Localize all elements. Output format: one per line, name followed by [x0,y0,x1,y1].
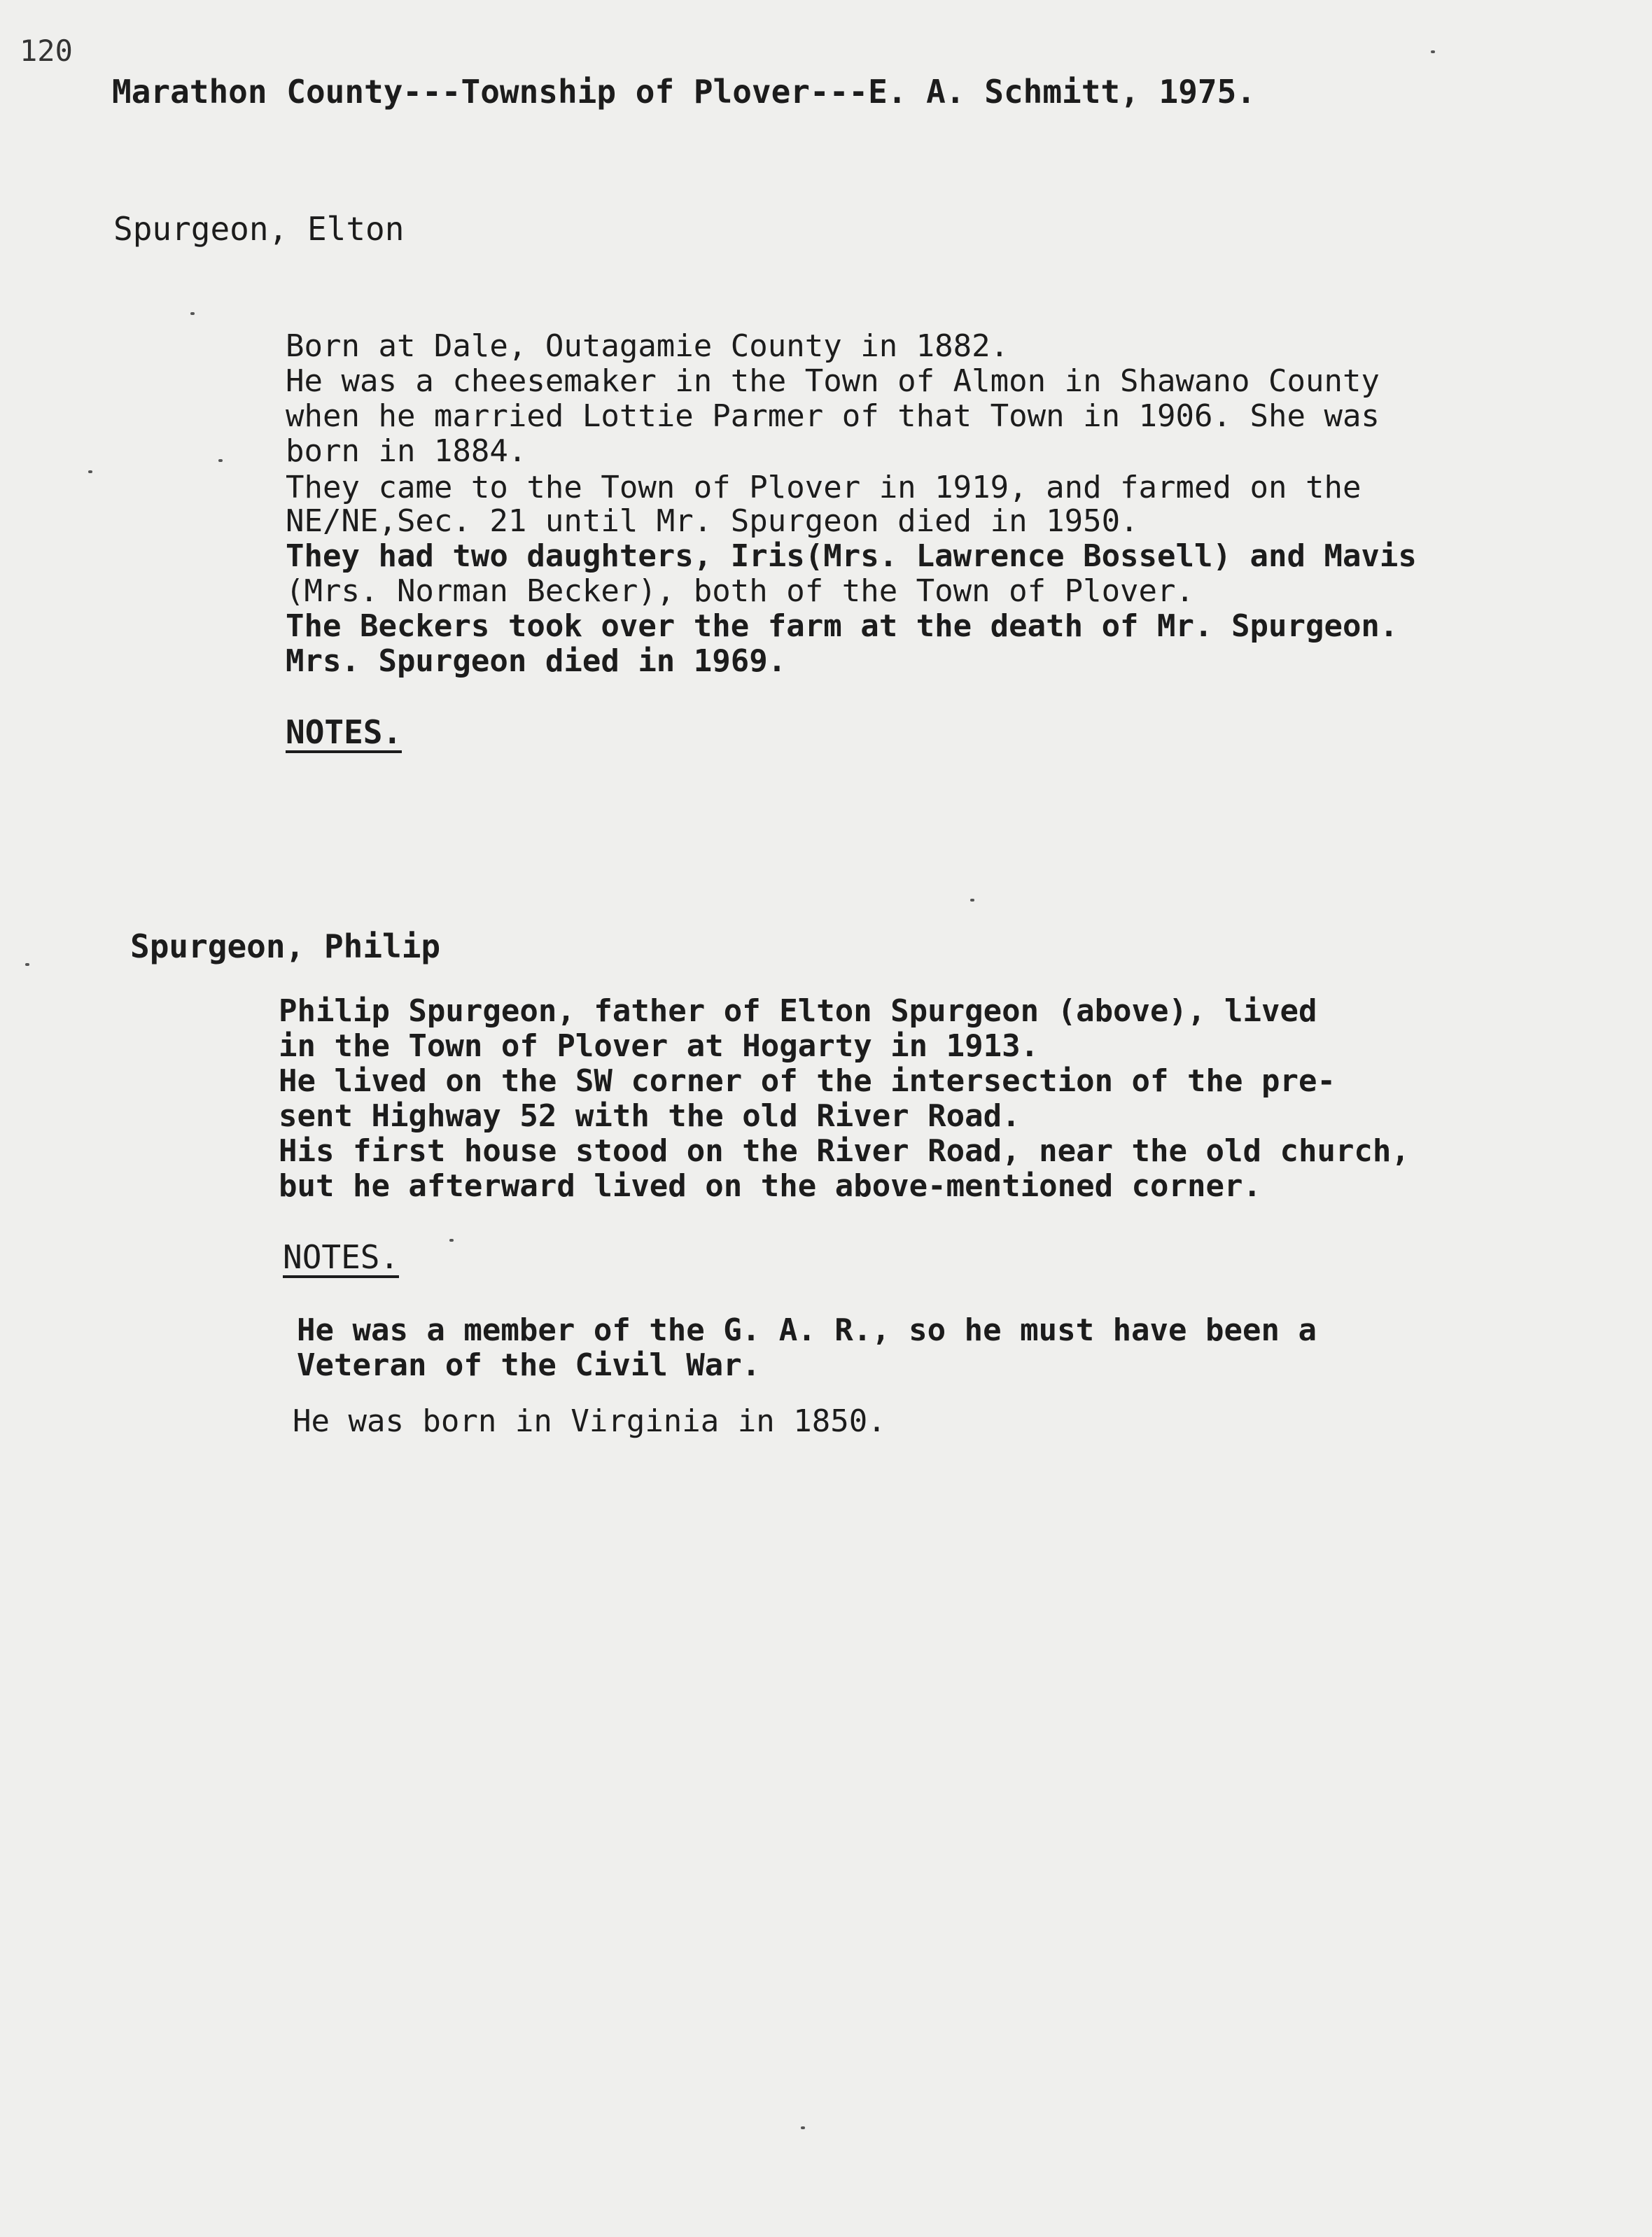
philip-line: in the Town of Plover at Hogarty in 1913. [279,1028,1040,1064]
philip-note-line: Veteran of the Civil War. [297,1347,761,1383]
philip-line: sent Highway 52 with the old River Road. [279,1098,1021,1134]
notes-label-philip: NOTES. [283,1239,399,1278]
philip-note-line: He was born in Virginia in 1850. [293,1403,886,1439]
scan-speck [801,2126,805,2129]
elton-line: (Mrs. Norman Becker), both of the Town of Plover. [286,573,1195,609]
elton-line: born in 1884. [286,433,527,469]
scan-speck [218,459,223,462]
philip-line: His first house stood on the River Road, near the old church, [279,1133,1410,1169]
entry-name-elton: Spurgeon, Elton [113,210,405,248]
elton-line: He was a cheesemaker in the Town of Almon in Shawano County [286,363,1380,399]
elton-line: Born at Dale, Outagamie County in 1882. [286,328,1009,364]
scan-speck [449,1239,454,1242]
elton-line: The Beckers took over the farm at the death of Mr. Spurgeon. [286,608,1399,644]
philip-note-line: He was a member of the G. A. R., so he must have been a [297,1312,1317,1348]
scan-speck [88,470,92,473]
philip-line: Philip Spurgeon, father of Elton Spurgeon (above), lived [279,993,1317,1029]
elton-line: They came to the Town of Plover in 1919, and farmed on the [286,470,1362,505]
entry-name-philip: Spurgeon, Philip [130,927,441,965]
scan-speck [25,963,29,966]
scan-speck [970,899,974,902]
page-header: Marathon County---Township of Plover---E. A. Schmitt, 1975. [112,73,1256,111]
scan-speck [1431,50,1435,53]
philip-line: but he afterward lived on the above-mentioned corner. [279,1168,1261,1204]
page-number: 120 [20,34,73,68]
elton-line: NE/NE,Sec. 21 until Mr. Spurgeon died in 1950. [286,503,1139,539]
notes-label-elton: NOTES. [286,714,402,753]
scan-speck [190,312,195,315]
elton-line: when he married Lottie Parmer of that Town in 1906. She was [286,398,1380,434]
elton-line: They had two daughters, Iris(Mrs. Lawrence Bossell) and Mavis [286,538,1417,574]
elton-line: Mrs. Spurgeon died in 1969. [286,643,787,679]
philip-line: He lived on the SW corner of the intersection of the pre- [279,1063,1336,1099]
